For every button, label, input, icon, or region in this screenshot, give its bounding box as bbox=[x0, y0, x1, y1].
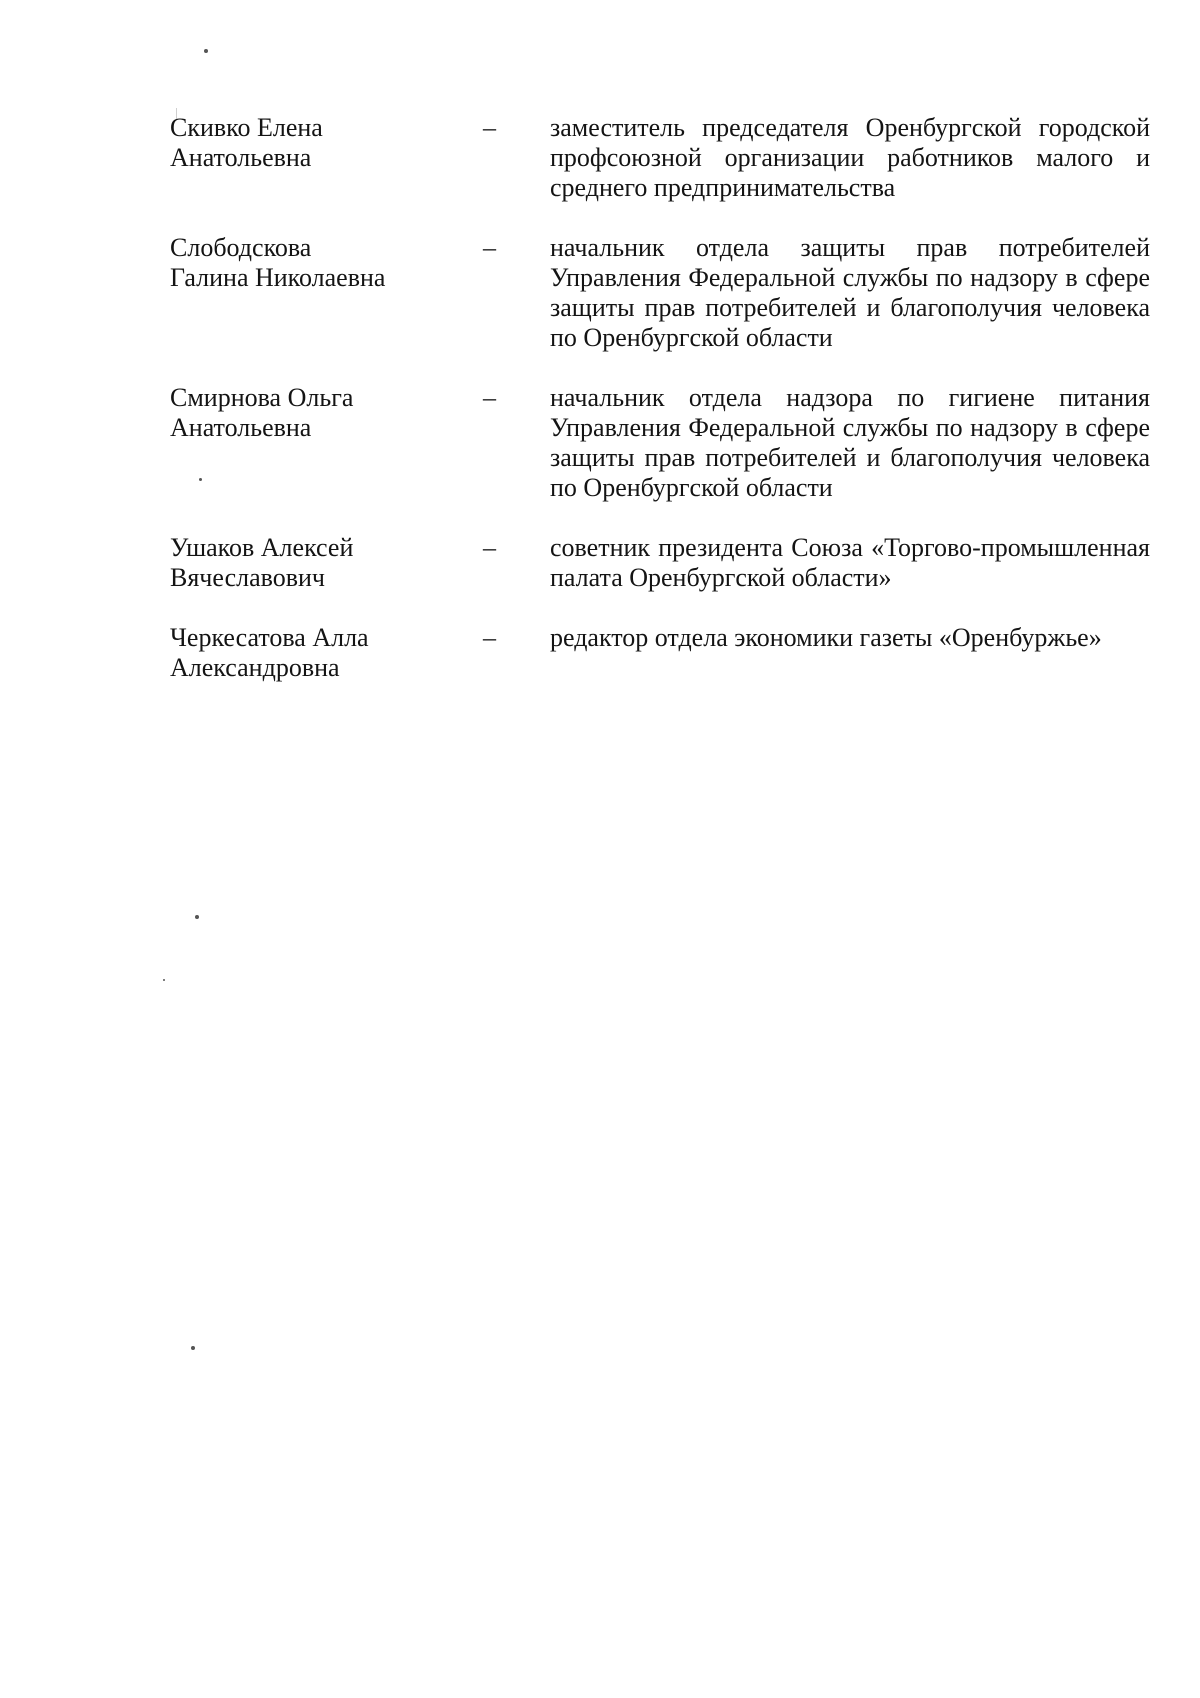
member-dash: – bbox=[483, 533, 496, 562]
member-position: советник президента Союза «Торгово-промышленная палата Оренбургской области» bbox=[550, 533, 1150, 592]
scan-speck bbox=[195, 915, 199, 919]
member-entry bbox=[170, 113, 1150, 203]
member-entry bbox=[170, 383, 1150, 503]
member-name: Ушаков Алексей Вячеславович bbox=[170, 533, 354, 592]
member-dash: – bbox=[483, 383, 496, 412]
member-position: начальник отдела надзора по гигиене питания Управления Федеральной службы по надзору в сфере защиты прав потребителей и благополучия человека по Оренбургской области bbox=[550, 383, 1150, 502]
member-entry bbox=[170, 233, 1150, 353]
member-dash: – bbox=[483, 113, 496, 142]
scan-speck bbox=[163, 979, 165, 981]
scan-speck bbox=[204, 49, 208, 53]
member-position: заместитель председателя Оренбургской городской профсоюзной организации работников малого и среднего предпринимательства bbox=[550, 113, 1150, 202]
member-entry bbox=[170, 533, 1150, 593]
member-name: Скивко Елена Анатольевна bbox=[170, 113, 323, 172]
scan-speck bbox=[191, 1346, 195, 1350]
member-position: начальник отдела защиты прав потребителей Управления Федеральной службы по надзору в сфере защиты прав потребителей и благополучия человека по Оренбургской области bbox=[550, 233, 1150, 352]
member-list bbox=[170, 113, 1150, 713]
member-position: редактор отдела экономики газеты «Оренбуржье» bbox=[550, 623, 1102, 652]
member-name: Смирнова Ольга Анатольевна bbox=[170, 383, 354, 442]
member-name: Черкесатова Алла Александровна bbox=[170, 623, 369, 682]
member-dash: – bbox=[483, 623, 496, 652]
member-entry bbox=[170, 623, 1150, 683]
member-name: Слободскова Галина Николаевна bbox=[170, 233, 386, 292]
member-dash: – bbox=[483, 233, 496, 262]
